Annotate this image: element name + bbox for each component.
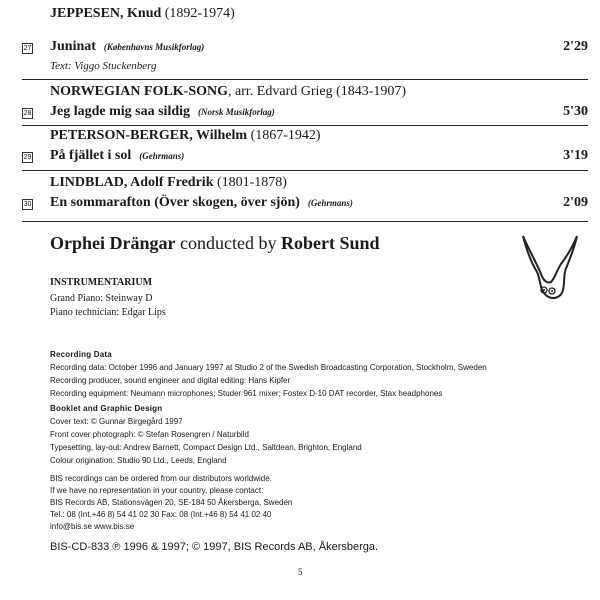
track-duration: 2'29	[563, 39, 588, 54]
distribution-line: BIS Records AB, Stationsvägen 20, SE-184 50 Åkersberga, Sweden	[50, 498, 293, 507]
track-number: 30	[23, 201, 32, 208]
choir-name: Orphei Drängar	[50, 233, 176, 253]
instrumentarium-heading: INSTRUMENTARIUM	[50, 277, 153, 288]
track-number: 29	[23, 154, 32, 161]
composer-name: NORWEGIAN FOLK-SONG	[50, 84, 229, 99]
track-duration: 2'09	[563, 195, 588, 210]
catalog-line: BIS-CD-833 ℗ 1996 & 1997; © 1997, BIS Records AB, Åkersberga.	[50, 541, 379, 553]
composer-dates: (1843-1907)	[336, 84, 407, 99]
track-title: En sommarafton (Över skogen, över sjön) (Gehrmans)	[50, 195, 353, 210]
distribution-line: If we have no representation in your country, please contact:	[50, 486, 264, 495]
conductor-name: Robert Sund	[280, 233, 380, 253]
divider	[22, 170, 588, 171]
publisher: (Norsk Musikforlag)	[198, 107, 275, 117]
track-duration: 3'19	[563, 148, 588, 163]
composer-line	[50, 128, 321, 144]
distribution-line: BIS recordings can be ordered from our distributors worldwide.	[50, 474, 272, 483]
composer-name: LINDBLAD, Adolf Fredrik	[50, 175, 214, 190]
divider	[22, 79, 588, 80]
distribution-line: Tel.: 08 (Int.+46 8) 54 41 02 30 Fax: 08 (Int.+46 8) 54 41 02 40	[50, 510, 272, 519]
text-credit: Text: Viggo Stuckenberg	[50, 60, 157, 72]
divider	[22, 125, 588, 126]
publisher: (Københavns Musikforlag)	[103, 42, 205, 52]
composer-name: PETERSON-BERGER, Wilhelm	[50, 128, 248, 143]
booklet-line: Front cover photograph: © Stefan Rosengren / Naturbild	[50, 430, 249, 439]
composer-line	[50, 175, 287, 191]
composer-line: NORWEGIAN FOLK-SONG, arr. Edvard Grieg (1843-1907)	[50, 84, 407, 99]
track-row	[22, 148, 588, 166]
track-title: På fjället i sol (Gehrmans)	[50, 148, 185, 163]
booklet-line: Colour origination: Studio 90 Ltd., Leeds, England	[50, 456, 227, 465]
composer-dates: (1801-1878)	[216, 175, 287, 190]
distribution-line: info@bis.se www.bis.se	[50, 522, 135, 531]
composer-name: JEPPESEN, Knud	[50, 6, 162, 21]
page-number: 5	[298, 567, 303, 577]
instrumentarium-line: Grand Piano: Steinway D	[50, 293, 153, 304]
track-row	[22, 104, 588, 122]
track-number: 27	[23, 45, 32, 52]
composer-dates: (1892-1974)	[164, 6, 235, 21]
recording-data-line: Recording data: October 1996 and January 1997 at Studio 2 of the Swedish Broadcasting Corporation, Stockholm, Sweden	[50, 363, 487, 372]
composer-dates: (1867-1942)	[250, 128, 321, 143]
recording-data-heading: Recording Data	[50, 350, 112, 359]
recording-data-line: Recording equipment: Neumann microphones; Studer 961 mixer; Fostex D-10 DAT recorder, Stax headphones	[50, 389, 443, 398]
booklet-heading: Booklet and Graphic Design	[50, 404, 163, 413]
track-number: 28	[23, 110, 32, 117]
track-title: Juninat (Københavns Musikforlag)	[50, 39, 205, 54]
composer-line	[50, 6, 235, 22]
track-row	[22, 195, 588, 213]
booklet-line: Typesetting, lay-out: Andrew Barnett, Compact Design Ltd., Saltdean, Brighton, England	[50, 443, 362, 452]
track-duration: 5'30	[563, 104, 588, 119]
performers-line: Orphei Drängar conducted by Robert Sund	[50, 233, 380, 253]
divider	[22, 221, 588, 222]
bis-seahorse-logo-icon	[517, 232, 581, 302]
publisher: (Gehrmans)	[139, 151, 185, 161]
track-title: Jeg lagde mig saa sildig (Norsk Musikforlag)	[50, 104, 275, 119]
publisher: (Gehrmans)	[307, 198, 353, 208]
booklet-line: Cover text: © Gunnar Birgegård 1997	[50, 417, 183, 426]
track-row	[22, 39, 588, 57]
instrumentarium-line: Piano technician: Edgar Lips	[50, 307, 166, 318]
recording-data-line: Recording producer, sound engineer and digital editing: Hans Kipfer	[50, 376, 291, 385]
